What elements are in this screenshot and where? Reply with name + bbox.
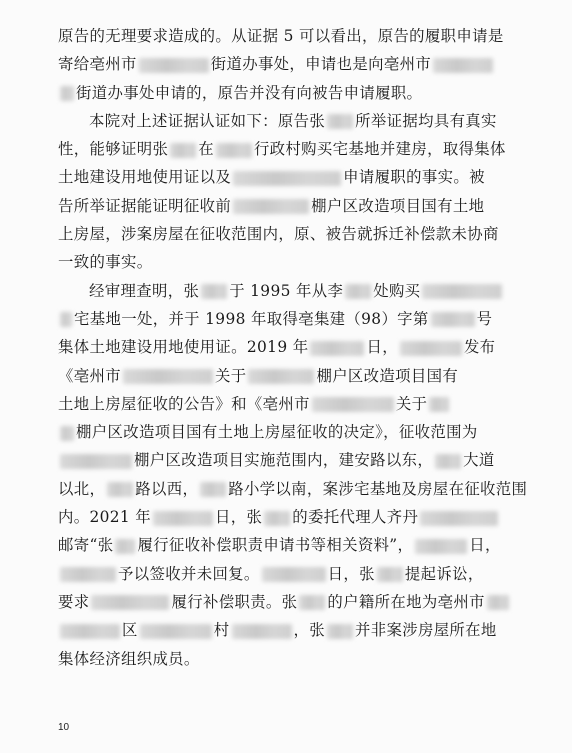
text-run: 内。2021 年 xyxy=(58,508,152,527)
text-run: 街道办事处申请的，原告并没有向被告申请履职。 xyxy=(76,83,423,102)
text-run: 寄给亳州市 xyxy=(58,55,137,74)
redaction-block xyxy=(60,624,120,639)
document-body xyxy=(58,22,528,673)
text-run: 棚户区改造项目国有 xyxy=(316,366,459,385)
text-run: 并非案涉房屋所在地 xyxy=(354,621,497,640)
text-line xyxy=(58,333,518,361)
redaction-block xyxy=(60,426,74,441)
redaction-block xyxy=(60,454,132,469)
redaction-block xyxy=(400,341,462,356)
text-line xyxy=(58,79,518,107)
redaction-block xyxy=(248,369,314,384)
text-run: 集体土地建设用地使用证。2019 年 xyxy=(58,338,309,357)
redaction-block xyxy=(262,567,326,582)
text-line xyxy=(58,531,518,559)
redaction-block xyxy=(433,58,493,73)
redaction-block xyxy=(429,397,449,412)
text-run: ，张 xyxy=(293,621,325,640)
text-run: 村 xyxy=(213,621,230,640)
text-run: 关于 xyxy=(214,366,247,385)
text-run: 一致的事实。 xyxy=(58,253,153,272)
redaction-block xyxy=(377,567,403,582)
redaction-block xyxy=(299,595,325,610)
text-line xyxy=(58,135,518,163)
redaction-block xyxy=(200,482,226,497)
text-run: 履行补偿职责。张 xyxy=(171,592,298,611)
text-run: 《亳州市 xyxy=(58,366,121,385)
redaction-block xyxy=(216,143,252,158)
text-line xyxy=(58,107,518,135)
text-run: 告所举证据能证明征收前 xyxy=(58,196,232,215)
text-run: 性，能够证明张 xyxy=(58,140,169,159)
redaction-block xyxy=(170,143,196,158)
redaction-block xyxy=(60,312,72,327)
redaction-block xyxy=(435,454,461,469)
redaction-block xyxy=(431,312,475,327)
redaction-block xyxy=(123,369,213,384)
paragraph xyxy=(58,107,518,277)
redaction-block xyxy=(60,567,116,582)
text-run: 号 xyxy=(476,309,493,328)
text-run: 宅基地一处，并于 1998 年取得亳集建（98）字第 xyxy=(74,309,429,328)
paragraph xyxy=(58,277,528,673)
redaction-block xyxy=(153,511,213,526)
text-run: 予以签收并未回复。 xyxy=(118,564,260,583)
text-line xyxy=(58,418,518,446)
text-run: 土地上房屋征收的公告》和《亳州市 xyxy=(58,394,310,413)
text-line xyxy=(58,248,518,276)
redaction-block xyxy=(232,624,292,639)
text-line xyxy=(58,277,518,305)
redaction-block xyxy=(415,539,467,554)
redaction-block xyxy=(91,595,169,610)
text-run: 棚户区改造项目国有土地上房屋征收的决定》，征收范围为 xyxy=(76,423,478,442)
text-line xyxy=(58,22,518,50)
redaction-block xyxy=(201,284,227,299)
redaction-block xyxy=(60,86,74,101)
text-line xyxy=(58,50,518,78)
text-run: 处购买 xyxy=(373,281,421,300)
text-line xyxy=(58,560,518,588)
text-line xyxy=(58,616,518,644)
text-line xyxy=(58,192,518,220)
text-line xyxy=(58,305,518,333)
text-run: 日，张 xyxy=(327,564,375,583)
text-line xyxy=(58,645,518,673)
text-line xyxy=(58,220,518,248)
redaction-block xyxy=(422,284,502,299)
text-line xyxy=(58,362,518,390)
text-run: 路小学以南，案涉宅基地及房屋在征收范围 xyxy=(228,479,528,498)
redaction-block xyxy=(327,624,353,639)
redaction-block xyxy=(107,482,133,497)
text-run: 经审理查明，张 xyxy=(89,281,200,300)
page-number: 10 xyxy=(58,722,70,733)
text-run: 履行征收补偿职责申请书等相关资料”， xyxy=(137,536,414,555)
text-run: 提起诉讼， xyxy=(404,564,484,583)
redaction-block xyxy=(140,624,212,639)
text-run: 土地建设用地使用证以及 xyxy=(58,168,232,187)
text-run: 本院对上述证据认证如下：原告张 xyxy=(89,111,326,130)
text-run: 的委托代理人齐丹 xyxy=(292,508,419,527)
redaction-block xyxy=(233,199,309,214)
text-run: 大道 xyxy=(463,451,495,470)
redaction-block xyxy=(420,511,498,526)
text-run: 在 xyxy=(198,140,214,159)
text-run: 行政村购买宅基地并建房，取得集体 xyxy=(253,140,506,159)
text-run: 上房屋，涉案房屋在征收范围内，原、被告就拆迁补偿款未协商 xyxy=(58,225,499,244)
text-line xyxy=(58,503,518,531)
text-run: 以北， xyxy=(58,479,106,498)
redaction-block xyxy=(312,397,394,412)
text-run: 日，张 xyxy=(215,508,263,527)
text-run: 原告的无理要求造成的。从证据 5 可以看出，原告的履职申请是 xyxy=(58,27,504,45)
redaction-block xyxy=(139,58,209,73)
redaction-block xyxy=(264,511,290,526)
paragraph xyxy=(58,22,518,107)
text-run: 街道办事处，申请也是向亳州市 xyxy=(210,55,432,74)
redaction-block xyxy=(487,595,509,610)
text-line xyxy=(58,475,528,503)
text-run: 棚户区改造项目国有土地 xyxy=(311,196,485,215)
redaction-block xyxy=(310,341,364,356)
text-run: 区 xyxy=(122,621,138,640)
text-run: 的户籍所在地为亳州市 xyxy=(327,592,485,611)
text-run: 棚户区改造项目实施范围内，建安路以东， xyxy=(134,451,434,470)
text-run: 关于 xyxy=(395,394,428,413)
text-line xyxy=(58,163,518,191)
redaction-block xyxy=(327,114,353,129)
text-run: 要求 xyxy=(58,592,90,611)
text-line xyxy=(58,390,518,418)
text-run: 邮寄“张 xyxy=(58,536,114,555)
redaction-block xyxy=(115,539,135,554)
text-run: 集体经济组织成员。 xyxy=(58,649,200,668)
redaction-block xyxy=(233,171,341,186)
text-run: 日， xyxy=(366,338,398,357)
text-run: 于 1995 年从李 xyxy=(229,281,344,300)
text-run: 所举证据均具有真实 xyxy=(355,111,497,130)
text-run: 日， xyxy=(469,536,501,555)
redaction-block xyxy=(345,284,371,299)
text-run: 发布 xyxy=(463,338,496,357)
text-run: 申请履职的事实。被 xyxy=(343,168,485,187)
text-line xyxy=(58,588,518,616)
text-line xyxy=(58,446,518,474)
text-run: 路以西， xyxy=(135,479,199,498)
